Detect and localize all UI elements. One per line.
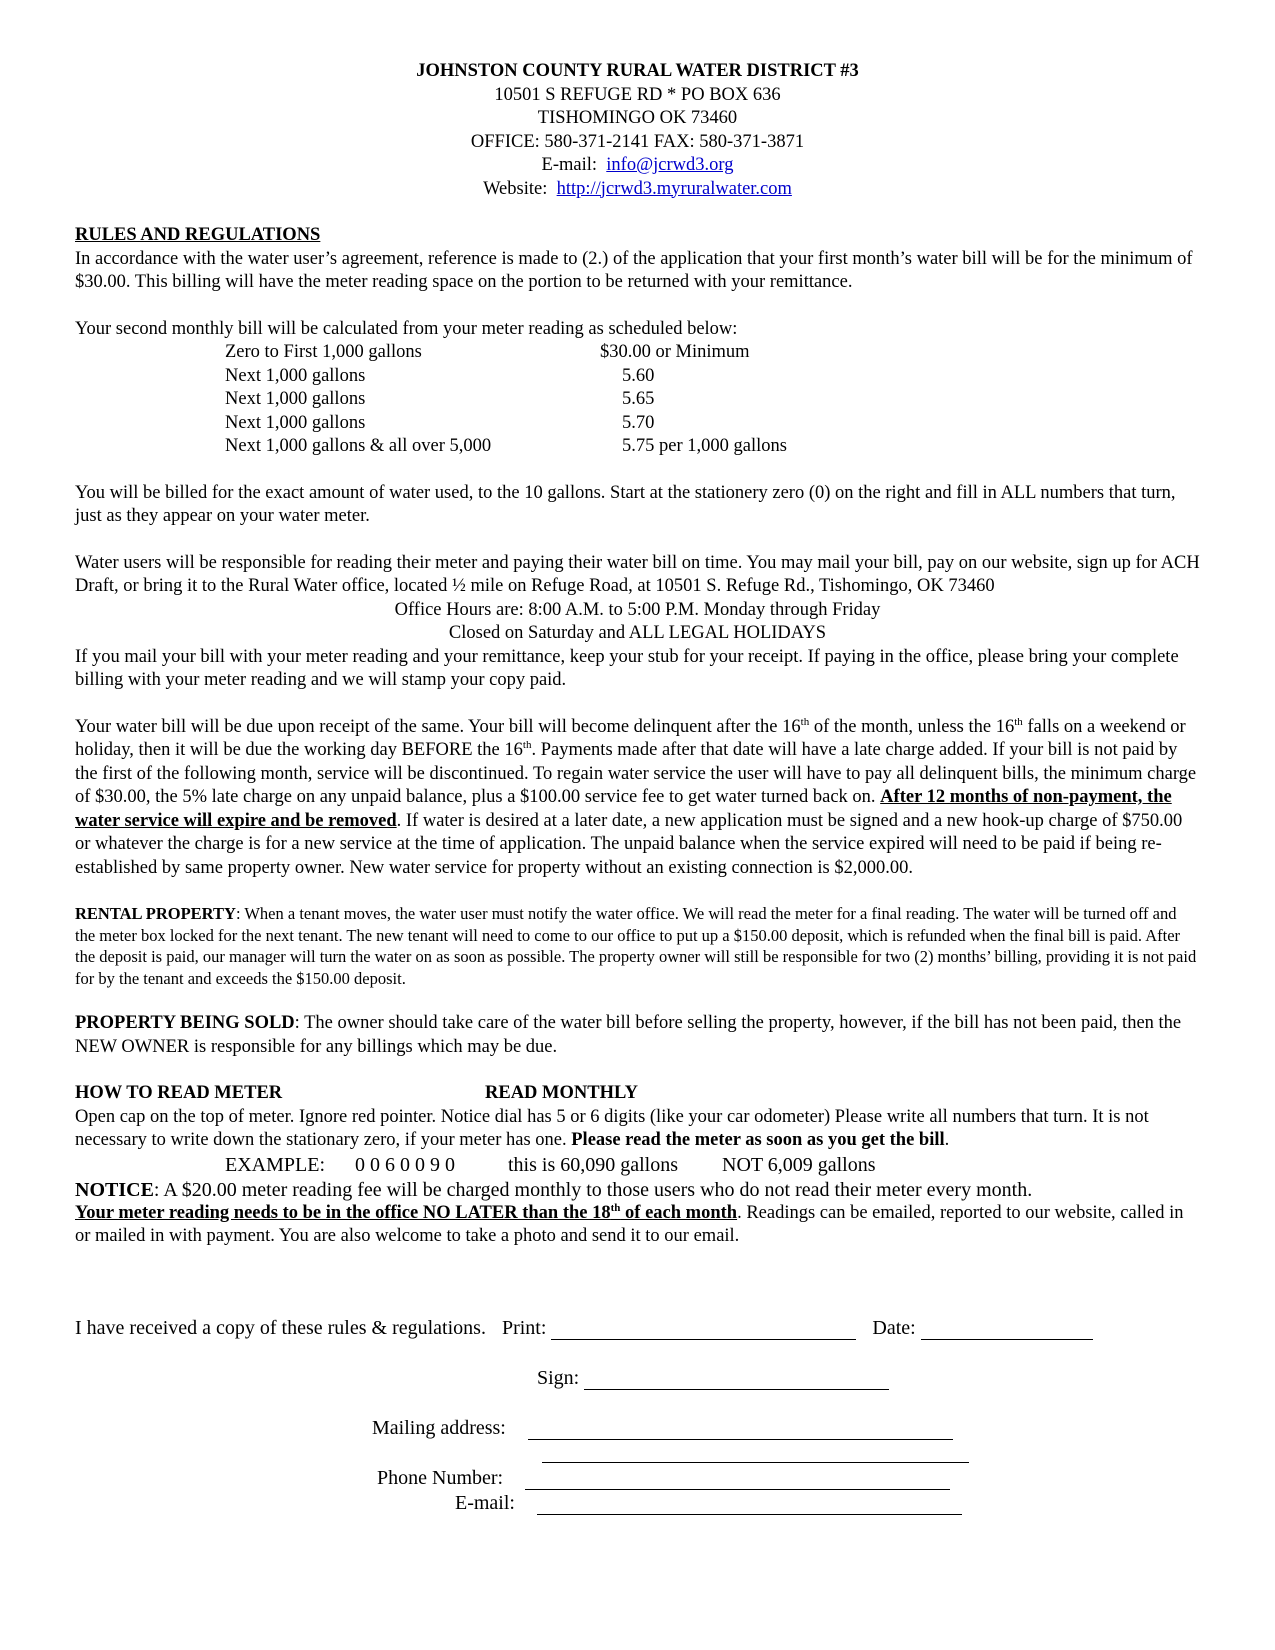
sign-label: Sign: bbox=[537, 1367, 580, 1389]
office-hours: Office Hours are: 8:00 A.M. to 5:00 P.M. Monday through Friday bbox=[394, 599, 881, 620]
example-incorrect: NOT 6,009 gallons bbox=[722, 1153, 876, 1176]
deadline-part-b: of each month bbox=[620, 1202, 738, 1223]
received-statement: I have received a copy of these rules & regulations. bbox=[75, 1317, 486, 1339]
read-monthly-heading: READ MONTHLY bbox=[485, 1083, 638, 1103]
rate-row bbox=[225, 341, 1200, 365]
rate-table bbox=[225, 341, 1200, 459]
date-field[interactable] bbox=[921, 1319, 1093, 1340]
second-bill-text: Your second monthly bill will be calculated from your meter reading as scheduled below: bbox=[75, 318, 738, 339]
meter-instructions bbox=[75, 1106, 1200, 1153]
email-line bbox=[75, 154, 1200, 178]
mailing-address-field-2[interactable] bbox=[542, 1442, 969, 1463]
responsibility-paragraph: Water users will be responsible for reading their meter and paying their water bill on time. You may mail your bill, pay on our website, sign up for ACH Draft, or bring it to the Rural Water office, located ½ mile on Refuge Road, at 10501 S. Refuge Rd., Tishomingo, OK 73460 bbox=[75, 552, 1200, 596]
date-label: Date: bbox=[872, 1317, 916, 1339]
email-field[interactable] bbox=[537, 1494, 962, 1515]
rental-label: RENTAL PROPERTY bbox=[75, 904, 236, 923]
rate-label: Next 1,000 gallons bbox=[225, 389, 366, 409]
document-body bbox=[75, 60, 1200, 1249]
rate-label: Next 1,000 gallons bbox=[225, 365, 366, 386]
deadline-paragraph bbox=[75, 1202, 1200, 1249]
deadline-text bbox=[75, 1203, 737, 1223]
rate-label: Zero to First 1,000 gallons bbox=[225, 342, 422, 362]
example-correct: this is 60,090 gallons bbox=[508, 1153, 679, 1176]
deadline-rest: . Readings can be emailed, reported to our website, called in or mailed in with payment. You are also welcome to take a photo and send it to our email. bbox=[75, 1202, 1184, 1246]
meter-period: . bbox=[944, 1130, 950, 1150]
email-row bbox=[455, 1492, 962, 1515]
mailing-address-field[interactable] bbox=[528, 1419, 953, 1440]
notice-paragraph bbox=[75, 1178, 1200, 1202]
email-label: E-mail: bbox=[455, 1492, 515, 1514]
print-label: Print: bbox=[501, 1317, 547, 1339]
notice-text: : A $20.00 meter reading fee will be charged monthly to those users who do not read their meter every month. bbox=[153, 1178, 1033, 1201]
meter-text: Open cap on the top of meter. Ignore red pointer. Notice dial has 5 or 6 digits (like your car odometer) Please write all numbers that turn. It is not necessary to write down the stationary zero, if your meter has one. bbox=[75, 1106, 1149, 1150]
sold-paragraph bbox=[75, 1012, 1200, 1059]
signature-field[interactable] bbox=[584, 1369, 889, 1390]
due-text-b: of the month, unless the 16 bbox=[809, 716, 1015, 737]
rate-row bbox=[225, 365, 1200, 389]
rate-row bbox=[225, 435, 1200, 459]
address-line-1: 10501 S REFUGE RD * PO BOX 636 bbox=[494, 84, 781, 105]
mailing-address-label: Mailing address: bbox=[372, 1417, 506, 1439]
superscript-th: th bbox=[1014, 715, 1023, 728]
notice-label: NOTICE bbox=[75, 1178, 154, 1201]
due-text-a: Your water bill will be due upon receipt of the same. Your bill will become delinquent after the 16 bbox=[75, 716, 801, 737]
email-label: E-mail: bbox=[541, 155, 598, 175]
example-digits: 0 0 6 0 0 9 0 bbox=[355, 1153, 455, 1176]
rate-value: 5.75 per 1,000 gallons bbox=[622, 436, 787, 456]
email-link[interactable]: info@jcrwd3.org bbox=[606, 155, 734, 175]
print-date-row bbox=[75, 1317, 1093, 1340]
intro-paragraph: In accordance with the water user’s agreement, reference is made to (2.) of the application that your first month’s water bill will be for the minimum of $30.00. This billing will have the meter reading space on the portion to be returned with your remittance. bbox=[75, 248, 1193, 292]
expire-warning: After 12 months of non-payment, the water service will expire and be removed bbox=[75, 787, 1172, 831]
rate-value: 5.70 bbox=[622, 412, 655, 433]
exact-billing-paragraph: You will be billed for the exact amount of water used, to the 10 gallons. Start at the stationery zero (0) on the right and fill in ALL numbers that turn, just as they appear on your water meter. bbox=[75, 482, 1176, 526]
rental-text: : When a tenant moves, the water user must notify the water office. We will read the meter for a final reading. The water will be turned off and the meter box locked for the next tenant. The new tenant will need to come to our office to put up a $150.00 deposit, which is refunded when the final bill is paid. After the deposit is paid, our manager will turn the water on as soon as possible. The property owner will still be responsible for two (2) months’ billing, providing it is not paid for by the tenant and exceeds the $150.00 deposit. bbox=[75, 904, 1197, 988]
superscript-th: th bbox=[800, 715, 810, 728]
org-name: JOHNSTON COUNTY RURAL WATER DISTRICT #3 bbox=[416, 61, 859, 81]
read-asap-text: Please read the meter as soon as you get the bill bbox=[571, 1130, 945, 1150]
phone-field[interactable] bbox=[525, 1469, 950, 1490]
sign-row bbox=[537, 1367, 889, 1390]
meter-heading: HOW TO READ METER bbox=[75, 1083, 283, 1103]
mailing-row bbox=[372, 1417, 953, 1440]
rate-label: Next 1,000 gallons & all over 5,000 bbox=[225, 436, 492, 456]
letterhead bbox=[75, 60, 1200, 201]
rules-heading: RULES AND REGULATIONS bbox=[75, 225, 321, 245]
rate-value: 5.60 bbox=[622, 365, 655, 386]
closed-days: Closed on Saturday and ALL LEGAL HOLIDAYS bbox=[448, 623, 827, 643]
rate-label: Next 1,000 gallons bbox=[225, 412, 366, 433]
due-text-e: . If water is desired at a later date, a new application must be signed and a new hook-up charge of $750.00 or whatever the charge is for a new service at the time of application. The unpaid balance when the service expired will need to be paid if being re-established by same property owner. New water service for property without an existing connection is $2,000.00. bbox=[75, 810, 1183, 878]
deadline-part-a: Your meter reading needs to be in the office NO LATER than the 18 bbox=[75, 1202, 611, 1223]
print-name-field[interactable] bbox=[551, 1319, 856, 1340]
mailing-row-2 bbox=[542, 1442, 969, 1463]
superscript-th: th bbox=[610, 1201, 621, 1214]
meter-heading-row bbox=[75, 1082, 1200, 1106]
rate-value: $30.00 or Minimum bbox=[600, 342, 750, 362]
sold-label: PROPERTY BEING SOLD bbox=[75, 1013, 295, 1033]
due-text-c: falls on a weekend or holiday, then it will be due the working day BEFORE the 16 bbox=[75, 716, 1186, 760]
sold-text: : The owner should take care of the water bill before selling the property, however, if the bill has not been paid, then the NEW OWNER is responsible for any billings which may be due. bbox=[75, 1013, 1182, 1057]
website-line bbox=[75, 178, 1200, 202]
phone-row bbox=[377, 1467, 950, 1490]
due-date-paragraph bbox=[75, 716, 1200, 881]
address-line-2: TISHOMINGO OK 73460 bbox=[537, 108, 738, 128]
phone-label: Phone Number: bbox=[377, 1467, 504, 1489]
website-label: Website: bbox=[483, 178, 548, 199]
meter-example bbox=[225, 1153, 1200, 1178]
due-text-d: . Payments made after that date will have a late charge added. If your bill is not paid by the first of the following month, service will be discontinued. To regain water service the user will have to pay all delinquent bills, the minimum charge of $30.00, the 5% late charge on any unpaid balance, plus a $100.00 service fee to get water turned back on. bbox=[75, 740, 1197, 807]
example-label: EXAMPLE: bbox=[225, 1153, 325, 1176]
rate-value: 5.65 bbox=[622, 389, 655, 409]
website-link[interactable]: http://jcrwd3.myruralwater.com bbox=[556, 178, 792, 199]
rental-paragraph bbox=[75, 903, 1200, 989]
phone-fax-line: OFFICE: 580-371-2141 FAX: 580-371-3871 bbox=[470, 131, 805, 152]
mail-paragraph: If you mail your bill with your meter reading and your remittance, keep your stub for your receipt. If paying in the office, please bring your complete billing with your meter reading and we will stamp your copy paid. bbox=[75, 646, 1179, 690]
superscript-th: th bbox=[522, 739, 532, 751]
rate-row bbox=[225, 412, 1200, 436]
rate-row bbox=[225, 388, 1200, 412]
